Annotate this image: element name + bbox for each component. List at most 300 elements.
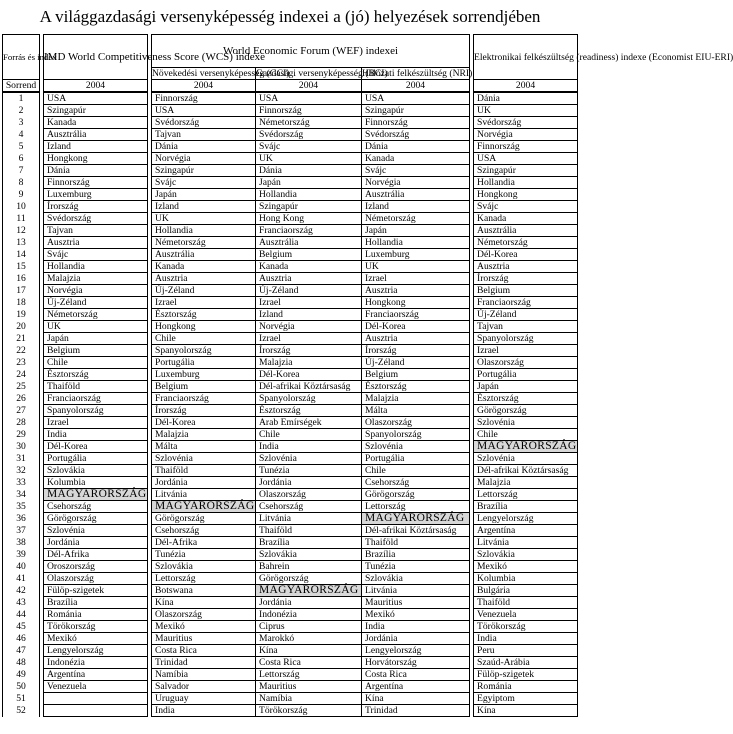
bci-cell: Hollandia — [256, 189, 362, 201]
table-row — [3, 405, 578, 417]
rank-cell: 35 — [3, 501, 40, 513]
nri-cell: Új-Zéland — [362, 357, 470, 369]
eiu-cell: Japán — [474, 381, 578, 393]
nri-cell: Dél-afrikai Köztársaság — [362, 525, 470, 537]
bci-cell: Dél-afrikai Köztársaság — [256, 381, 362, 393]
imd-cell: Svédország — [44, 213, 148, 225]
imd-cell: Chile — [44, 357, 148, 369]
imd-cell: Dél-Korea — [44, 441, 148, 453]
eiu-cell: Argentína — [474, 525, 578, 537]
eiu-cell: India — [474, 633, 578, 645]
nri-cell: Kanada — [362, 153, 470, 165]
imd-cell: Tajvan — [44, 225, 148, 237]
rank-cell: 20 — [3, 321, 40, 333]
bci-cell: Dél-Korea — [256, 369, 362, 381]
table-row — [3, 297, 578, 309]
gci-cell: India — [152, 705, 256, 717]
eiu-cell: Franciaország — [474, 297, 578, 309]
rank-cell: 46 — [3, 633, 40, 645]
bci-cell: Ciprus — [256, 621, 362, 633]
rank-cell: 37 — [3, 525, 40, 537]
rank-cell: 11 — [3, 213, 40, 225]
nri-cell: Japán — [362, 225, 470, 237]
bci-cell: Lettország — [256, 669, 362, 681]
nri-cell: Chile — [362, 465, 470, 477]
nri-cell: UK — [362, 261, 470, 273]
nri-cell: Brazília — [362, 549, 470, 561]
bci-cell: Dánia — [256, 165, 362, 177]
rank-cell: 39 — [3, 549, 40, 561]
rank-cell: 27 — [3, 405, 40, 417]
table-row — [3, 417, 578, 429]
table-row — [3, 165, 578, 177]
bci-cell: Indonézia — [256, 609, 362, 621]
bci-cell: Thaiföld — [256, 525, 362, 537]
table-row — [3, 585, 578, 597]
imd-cell: Románia — [44, 609, 148, 621]
bci-cell: Tunézia — [256, 465, 362, 477]
gci-cell: Dél-Afrika — [152, 537, 256, 549]
gci-cell: Salvador — [152, 681, 256, 693]
nri-cell: Írország — [362, 345, 470, 357]
rank-cell: 49 — [3, 669, 40, 681]
eiu-cell: Brazília — [474, 501, 578, 513]
nri-cell: Dánia — [362, 141, 470, 153]
eiu-cell: Dél-afrikai Köztársaság — [474, 465, 578, 477]
eiu-cell: Svédország — [474, 117, 578, 129]
nri-cell: Izrael — [362, 273, 470, 285]
eiu-cell: Szlovénia — [474, 453, 578, 465]
eiu-cell: Szingapúr — [474, 165, 578, 177]
rank-cell: 50 — [3, 681, 40, 693]
rank-cell: 8 — [3, 177, 40, 189]
nri-cell: Finnország — [362, 117, 470, 129]
gci-cell: Japán — [152, 189, 256, 201]
imd-cell: Svájc — [44, 249, 148, 261]
rank-cell: 25 — [3, 381, 40, 393]
bci-cell: Izrael — [256, 297, 362, 309]
year-eiu: 2004 — [474, 80, 578, 93]
imd-cell: Lengyelország — [44, 645, 148, 657]
nri-cell: Litvánia — [362, 585, 470, 597]
nri-cell: Kína — [362, 693, 470, 705]
nri-cell: Észtország — [362, 381, 470, 393]
gci-cell: Mauritius — [152, 633, 256, 645]
eiu-cell: Szlovénia — [474, 417, 578, 429]
rank-header: Sorrend — [3, 80, 40, 93]
nri-cell: Ausztria — [362, 285, 470, 297]
gci-cell: Írország — [152, 405, 256, 417]
gci-cell: UK — [152, 213, 256, 225]
imd-cell: Görögország — [44, 513, 148, 525]
bci-cell: India — [256, 441, 362, 453]
imd-cell: Dánia — [44, 165, 148, 177]
rank-cell: 9 — [3, 189, 40, 201]
imd-cell: Malajzia — [44, 273, 148, 285]
table-row — [3, 525, 578, 537]
gci-cell: Dél-Korea — [152, 417, 256, 429]
nri-cell: Trinidad — [362, 705, 470, 717]
eiu-cell: Ausztrália — [474, 225, 578, 237]
table-row — [3, 693, 578, 705]
gci-cell: Uruguay — [152, 693, 256, 705]
bci-cell: Hong Kong — [256, 213, 362, 225]
bci-cell: UK — [256, 153, 362, 165]
bci-cell: Brazília — [256, 537, 362, 549]
rank-cell: 18 — [3, 297, 40, 309]
nri-cell: Tunézia — [362, 561, 470, 573]
bci-cell: Namíbia — [256, 693, 362, 705]
table-row — [3, 369, 578, 381]
imd-cell: Spanyolország — [44, 405, 148, 417]
eiu-cell: Portugália — [474, 369, 578, 381]
eiu-cell: Chile — [474, 429, 578, 441]
gci-cell: Ausztria — [152, 273, 256, 285]
eiu-cell: Finnország — [474, 141, 578, 153]
eiu-cell: UK — [474, 105, 578, 117]
imd-cell: Írország — [44, 201, 148, 213]
table-row — [3, 465, 578, 477]
table-row — [3, 609, 578, 621]
gci-cell: Szingapúr — [152, 165, 256, 177]
bci-cell: Kanada — [256, 261, 362, 273]
rank-cell: 26 — [3, 393, 40, 405]
eiu-cell: Hollandia — [474, 177, 578, 189]
nri-cell: USA — [362, 92, 470, 105]
rank-cell: 17 — [3, 285, 40, 297]
rank-cell: 24 — [3, 369, 40, 381]
table-row — [3, 453, 578, 465]
table-row — [3, 561, 578, 573]
rank-cell: 2 — [3, 105, 40, 117]
table-row — [3, 321, 578, 333]
bci-cell: Németország — [256, 117, 362, 129]
rank-cell: 19 — [3, 309, 40, 321]
bci-cell: Svájc — [256, 141, 362, 153]
rank-cell: 34 — [3, 489, 40, 501]
bci-cell: Olaszország — [256, 489, 362, 501]
eiu-cell: Kolumbia — [474, 573, 578, 585]
nri-cell: Mauritius — [362, 597, 470, 609]
table-row — [3, 573, 578, 585]
rank-cell: 22 — [3, 345, 40, 357]
gci-cell: Malajzia — [152, 429, 256, 441]
table-row — [3, 225, 578, 237]
imd-cell: USA — [44, 92, 148, 105]
eiu-cell: Észtország — [474, 393, 578, 405]
bci-cell: Arab Emírségek — [256, 417, 362, 429]
rank-cell: 31 — [3, 453, 40, 465]
nri-cell: Lettország — [362, 501, 470, 513]
rank-cell: 28 — [3, 417, 40, 429]
gci-cell: Trinidad — [152, 657, 256, 669]
nri-cell: Luxemburg — [362, 249, 470, 261]
imd-cell: Thaiföld — [44, 381, 148, 393]
imd-cell: Fülöp-szigetek — [44, 585, 148, 597]
nri-cell: Hongkong — [362, 297, 470, 309]
rank-cell: 33 — [3, 477, 40, 489]
gci-cell: Svédország — [152, 117, 256, 129]
table-row — [3, 153, 578, 165]
eiu-cell: Lettország — [474, 489, 578, 501]
table-row — [3, 261, 578, 273]
table-row — [3, 549, 578, 561]
imd-cell: Észtország — [44, 369, 148, 381]
nri-cell: Norvégia — [362, 177, 470, 189]
table-row — [3, 441, 578, 453]
nri-cell: Svédország — [362, 129, 470, 141]
table-row — [3, 645, 578, 657]
nri-cell: Olaszország — [362, 417, 470, 429]
gci-cell: Olaszország — [152, 609, 256, 621]
imd-cell: Szlovénia — [44, 525, 148, 537]
eiu-cell: Izrael — [474, 345, 578, 357]
eiu-cell: Peru — [474, 645, 578, 657]
bci-header: Gazdasági versenyképesség (BCI) — [256, 68, 388, 79]
table-row — [3, 513, 578, 525]
table-row — [3, 249, 578, 261]
rank-cell: 30 — [3, 441, 40, 453]
gci-cell: Szlovénia — [152, 453, 256, 465]
imd-cell: Szlovákia — [44, 465, 148, 477]
eiu-cell: Ausztria — [474, 261, 578, 273]
bci-cell: Csehország — [256, 501, 362, 513]
eiu-cell: Litvánia — [474, 537, 578, 549]
bci-cell: MAGYARORSZÁG — [256, 585, 362, 597]
nri-header: Hálózati felkészültség (NRI) — [362, 68, 473, 79]
nri-cell: Dél-Korea — [362, 321, 470, 333]
table-row — [3, 357, 578, 369]
imd-cell: Kolumbia — [44, 477, 148, 489]
eiu-cell: Olaszország — [474, 357, 578, 369]
imd-cell: Mexikó — [44, 633, 148, 645]
nri-cell: Hollandia — [362, 237, 470, 249]
rank-cell: 41 — [3, 573, 40, 585]
imd-cell — [44, 705, 148, 717]
bci-cell: Finnország — [256, 105, 362, 117]
gci-cell: Jordánia — [152, 477, 256, 489]
table-row — [3, 117, 578, 129]
gci-cell: Franciaország — [152, 393, 256, 405]
eiu-cell: Norvégia — [474, 129, 578, 141]
imd-cell: Portugália — [44, 453, 148, 465]
gci-cell: Ausztrália — [152, 249, 256, 261]
gci-cell: Luxemburg — [152, 369, 256, 381]
bci-cell: Japán — [256, 177, 362, 189]
table-row — [3, 393, 578, 405]
gci-cell: Hongkong — [152, 321, 256, 333]
bci-cell: Görögország — [256, 573, 362, 585]
bci-cell: Jordánia — [256, 597, 362, 609]
gci-cell: Lettország — [152, 573, 256, 585]
imd-cell: Indonézia — [44, 657, 148, 669]
rank-cell: 48 — [3, 657, 40, 669]
bci-cell: Írország — [256, 345, 362, 357]
gci-cell: Svájc — [152, 177, 256, 189]
gci-cell: Görögország — [152, 513, 256, 525]
wef-header: World Economic Forum (WEF) indexei — [152, 35, 470, 68]
eiu-cell: Hongkong — [474, 189, 578, 201]
year-imd: 2004 — [44, 80, 148, 93]
rank-cell: 5 — [3, 141, 40, 153]
imd-cell: Luxemburg — [44, 189, 148, 201]
bci-cell: Malajzia — [256, 357, 362, 369]
imd-cell: Finnország — [44, 177, 148, 189]
eiu-cell: Németország — [474, 237, 578, 249]
eiu-cell: Mexikó — [474, 561, 578, 573]
table-row — [3, 345, 578, 357]
gci-cell: Szlovákia — [152, 561, 256, 573]
imd-cell: Oroszország — [44, 561, 148, 573]
bci-cell: Törökország — [256, 705, 362, 717]
table-row — [3, 213, 578, 225]
bci-cell: Marokkó — [256, 633, 362, 645]
eiu-cell: Szlovákia — [474, 549, 578, 561]
nri-cell: Belgium — [362, 369, 470, 381]
gci-cell: Izrael — [152, 297, 256, 309]
imd-cell: Jordánia — [44, 537, 148, 549]
rank-cell: 1 — [3, 92, 40, 105]
year-bci: 2004 — [256, 80, 362, 93]
imd-cell: Törökország — [44, 621, 148, 633]
imd-header: IMD World Competitiveness Score (WCS) indexe — [44, 35, 148, 80]
eiu-cell: Dánia — [474, 92, 578, 105]
gci-cell: Izland — [152, 201, 256, 213]
gci-cell: Kanada — [152, 261, 256, 273]
nri-cell: Lengyelország — [362, 645, 470, 657]
rank-cell: 43 — [3, 597, 40, 609]
imd-cell: Dél-Afrika — [44, 549, 148, 561]
gci-cell: MAGYARORSZÁG — [152, 501, 256, 513]
gci-cell: Finnország — [152, 92, 256, 105]
table-row — [3, 537, 578, 549]
eiu-cell: USA — [474, 153, 578, 165]
imd-cell: Venezuela — [44, 681, 148, 693]
table-row — [3, 189, 578, 201]
imd-cell: Kanada — [44, 117, 148, 129]
imd-cell: UK — [44, 321, 148, 333]
gci-cell: Spanyolország — [152, 345, 256, 357]
rank-cell: 32 — [3, 465, 40, 477]
bci-cell: Litvánia — [256, 513, 362, 525]
table-row — [3, 597, 578, 609]
bci-cell: Izrael — [256, 333, 362, 345]
table-row — [3, 501, 578, 513]
table-row — [3, 105, 578, 117]
nri-cell: Thaiföld — [362, 537, 470, 549]
imd-cell: India — [44, 429, 148, 441]
imd-cell: MAGYARORSZÁG — [44, 489, 148, 501]
nri-cell: Franciaország — [362, 309, 470, 321]
gci-cell: Kína — [152, 597, 256, 609]
imd-cell — [44, 693, 148, 705]
table-row — [3, 273, 578, 285]
bci-cell: Kína — [256, 645, 362, 657]
table-row — [3, 129, 578, 141]
nri-cell: MAGYARORSZÁG — [362, 513, 470, 525]
eiu-cell: Írország — [474, 273, 578, 285]
bci-cell: Franciaország — [256, 225, 362, 237]
bci-cell: Szingapúr — [256, 201, 362, 213]
bci-cell: Új-Zéland — [256, 285, 362, 297]
eiu-cell: Új-Zéland — [474, 309, 578, 321]
gci-cell: Portugália — [152, 357, 256, 369]
table-row — [3, 621, 578, 633]
rank-cell: 14 — [3, 249, 40, 261]
gci-cell: Csehország — [152, 525, 256, 537]
imd-cell: Hongkong — [44, 153, 148, 165]
table-row — [3, 669, 578, 681]
bci-cell: Szlovénia — [256, 453, 362, 465]
eiu-cell: Thaiföld — [474, 597, 578, 609]
nri-cell: Izland — [362, 201, 470, 213]
imd-cell: Németország — [44, 309, 148, 321]
gci-cell: Hollandia — [152, 225, 256, 237]
nri-cell: Szlovénia — [362, 441, 470, 453]
gci-cell: Thaiföld — [152, 465, 256, 477]
eiu-cell: Svájc — [474, 201, 578, 213]
gci-cell: Málta — [152, 441, 256, 453]
rank-cell: 21 — [3, 333, 40, 345]
table-row — [3, 141, 578, 153]
gci-cell: Tunézia — [152, 549, 256, 561]
table-row — [3, 333, 578, 345]
nri-cell: Németország — [362, 213, 470, 225]
year-nri: 2004 — [362, 80, 470, 93]
gci-cell: Botswana — [152, 585, 256, 597]
table-row — [3, 633, 578, 645]
gci-cell: Belgium — [152, 381, 256, 393]
nri-cell: Malajzia — [362, 393, 470, 405]
nri-cell: Spanyolország — [362, 429, 470, 441]
gci-cell: Chile — [152, 333, 256, 345]
source-index-header: Forrás és index — [3, 35, 40, 80]
nri-cell: Csehország — [362, 477, 470, 489]
gci-cell: Új-Zéland — [152, 285, 256, 297]
table-row — [3, 681, 578, 693]
eiu-cell: MAGYARORSZÁG — [474, 441, 578, 453]
bci-cell: Mauritius — [256, 681, 362, 693]
rank-cell: 42 — [3, 585, 40, 597]
eiu-cell: Románia — [474, 681, 578, 693]
rank-cell: 16 — [3, 273, 40, 285]
rank-cell: 45 — [3, 621, 40, 633]
rank-cell: 44 — [3, 609, 40, 621]
eiu-cell: Dél-Korea — [474, 249, 578, 261]
table-row — [3, 285, 578, 297]
eiu-cell: Kanada — [474, 213, 578, 225]
table-row — [3, 429, 578, 441]
gci-cell: USA — [152, 105, 256, 117]
rank-cell: 12 — [3, 225, 40, 237]
gci-cell: Dánia — [152, 141, 256, 153]
rank-cell: 7 — [3, 165, 40, 177]
table-row — [3, 237, 578, 249]
bci-cell: Belgium — [256, 249, 362, 261]
rank-cell: 13 — [3, 237, 40, 249]
table-row — [3, 381, 578, 393]
year-gci: 2004 — [152, 80, 256, 93]
rank-cell: 52 — [3, 705, 40, 717]
imd-cell: Ausztria — [44, 237, 148, 249]
eiu-cell: Malajzia — [474, 477, 578, 489]
imd-cell: Izrael — [44, 417, 148, 429]
eiu-cell: Kína — [474, 705, 578, 717]
table-row — [3, 477, 578, 489]
imd-cell: Hollandia — [44, 261, 148, 273]
nri-cell: Mexikó — [362, 609, 470, 621]
eiu-cell: Spanyolország — [474, 333, 578, 345]
